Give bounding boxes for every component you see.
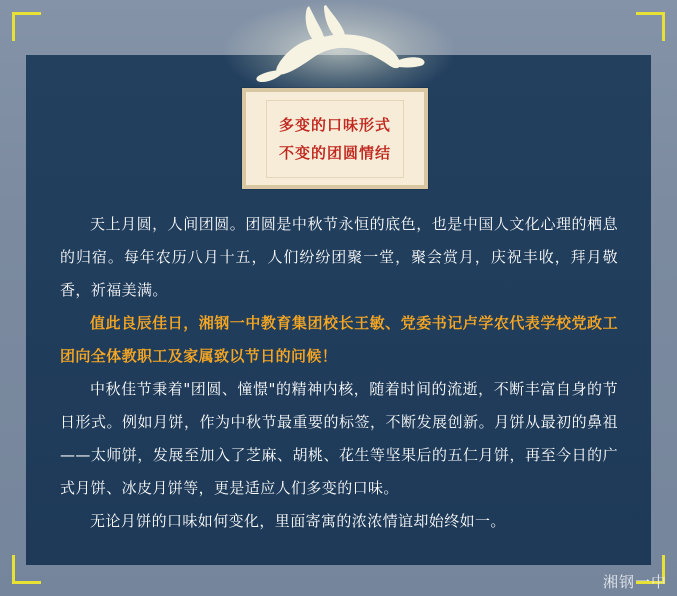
corner-bracket-top-right (636, 12, 665, 41)
title-card (242, 88, 428, 189)
paragraph-4: 无论月饼的口味如何变化，里面寄寓的浓浓情谊却始终如一。 (90, 512, 506, 530)
paragraph-3: 中秋佳节秉着"团圆、憧憬"的精神内核，随着时间的流逝，不断丰富自身的节日形式。例如月饼，作为中秋节最重要的标签，不断发展创新。月饼从最初的鼻祖——太师饼，发展至加入了芝麻、胡桃、花生等坚果后的五仁月饼，再至今日的广式月饼、冰皮月饼等，更是适应人们多变的口味。 (60, 380, 618, 497)
paragraph-2-greeting: 值此良辰佳日，湘钢一中教育集团校长王敏、党委书记卢学农代表学校党政工团向全体教职工及家属致以节日的问候！ (60, 314, 618, 365)
paragraph-1: 天上月圆，人间团圆。团圆是中秋节永恒的底色，也是中国人文化心理的栖息的归宿。每年农历八月十五，人们纷纷团聚一堂，聚会赏月，庆祝丰收，拜月敬香，祈福美满。 (60, 215, 618, 299)
corner-bracket-top-left (12, 12, 41, 41)
article-body (60, 208, 618, 538)
title-card-inner (266, 100, 404, 178)
title-line-2: 不变的团圆情结 (278, 143, 391, 162)
title-line-1: 多变的口味形式 (278, 115, 391, 134)
watermark-label: 湘钢一中 (602, 573, 667, 591)
corner-bracket-bottom-left (12, 555, 41, 584)
